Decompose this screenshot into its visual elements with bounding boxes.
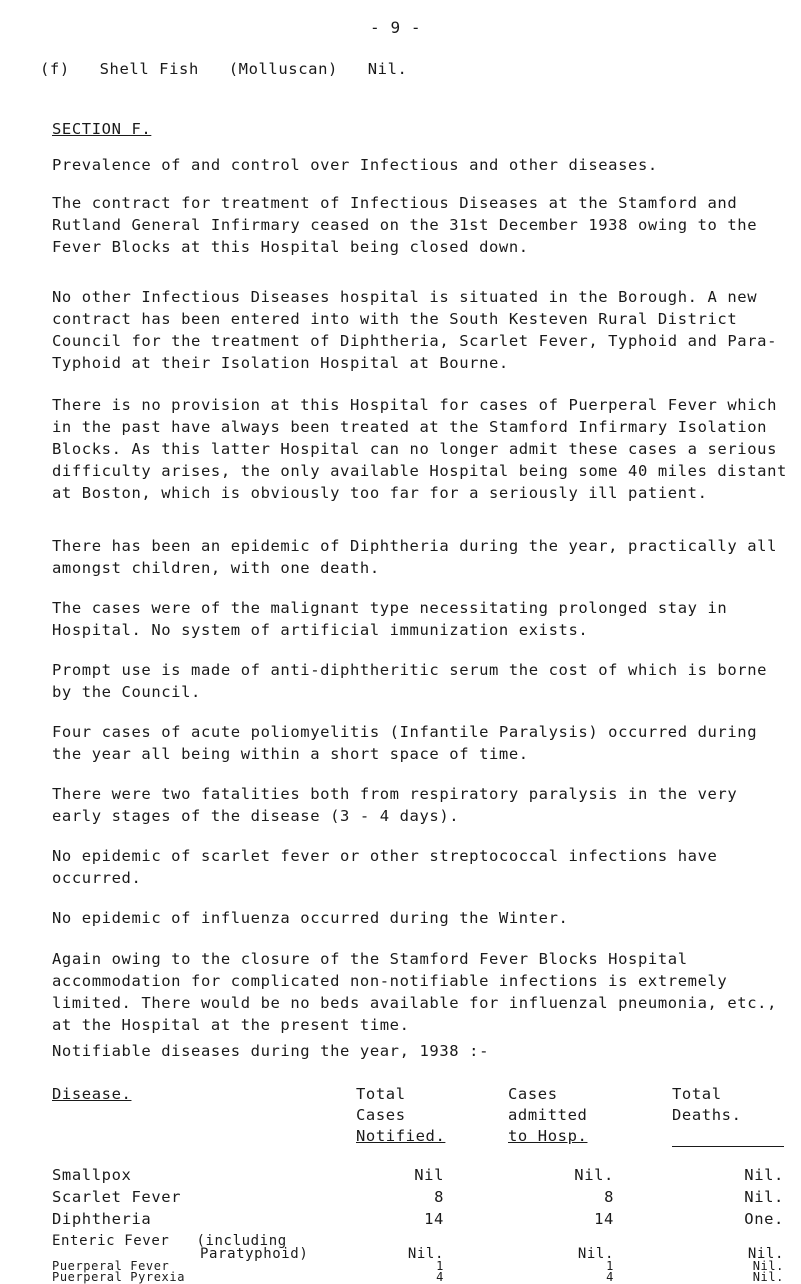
- row-disease: Diphtheria: [52, 1210, 152, 1228]
- row-disease: Puerperal Fever: [52, 1259, 170, 1273]
- row-disease: Enteric Fever (including: [52, 1233, 287, 1249]
- row-notified: 1: [436, 1259, 444, 1273]
- row-disease: Smallpox: [52, 1166, 132, 1184]
- shellfish-line: (f) Shell Fish (Molluscan) Nil.: [40, 60, 408, 78]
- row-notified: Nil.: [407, 1246, 444, 1262]
- paragraph-influenza: No epidemic of influenza occurred during the Winter.: [52, 909, 569, 927]
- row-disease: Puerperal Pyrexia: [52, 1270, 186, 1284]
- row-deaths: Nil.: [752, 1259, 784, 1273]
- paragraph-scarlet-fever: No epidemic of scarlet fever or other streptococcal infections have occurred.: [52, 847, 718, 887]
- header-deaths-2: Deaths.: [672, 1106, 742, 1124]
- paragraph-serum: Prompt use is made of anti-diphtheritic serum the cost of which is borne by the Council.: [52, 661, 768, 701]
- header-admitted-3: to Hosp.: [508, 1127, 588, 1145]
- row-deaths: One.: [744, 1210, 784, 1228]
- row-disease-continuation: Paratyphoid): [200, 1246, 309, 1262]
- row-notified: 8: [434, 1188, 444, 1206]
- row-admitted: Nil.: [577, 1246, 614, 1262]
- row-admitted: 14: [594, 1210, 614, 1228]
- paragraph-malignant-type: The cases were of the malignant type necessitating prolonged stay in Hospital. No system of artificial immunization exists.: [52, 599, 728, 639]
- paragraph-other-hospital: No other Infectious Diseases hospital is situated in the Borough. A new contract has been entered into with the South Kesteven Rural District Council for the treatment of Diphtheria, Scarlet Fever, Typhoid and Para-Typhoid at their Isolation Hospital at Bourne.: [52, 288, 778, 372]
- paragraph-diphtheria-epidemic: There has been an epidemic of Diphtheria during the year, practically all amongst children, with one death.: [52, 537, 778, 577]
- paragraph-poliomyelitis: Four cases of acute poliomyelitis (Infantile Paralysis) occurred during the year all being within a short space of time.: [52, 723, 758, 763]
- header-admitted-1: Cases: [508, 1085, 558, 1103]
- header-deaths-1: Total: [672, 1085, 722, 1103]
- section-subtitle: Prevalence of and control over Infectious and other diseases.: [52, 156, 658, 174]
- table-intro: Notifiable diseases during the year, 1938 :-: [52, 1042, 489, 1060]
- header-notified-3: Notified.: [356, 1127, 446, 1145]
- row-disease: Scarlet Fever: [52, 1188, 182, 1206]
- paragraph-puerperal: There is no provision at this Hospital for cases of Puerperal Fever which in the past have always been treated at the Stamford Infirmary Isolation Blocks. As this latter Hospital can no longer admit these cases a serious difficulty arises, the only available Hospital being some 40 miles distant at Boston, which is obviously too far for a seriously ill patient.: [52, 396, 787, 502]
- row-notified: 14: [424, 1210, 444, 1228]
- paragraph-contract: The contract for treatment of Infectious Diseases at the Stamford and Rutland General Infirmary ceased on the 31st December 1938 owing to the Fever Blocks at this Hospital being closed down.: [52, 194, 758, 256]
- row-deaths: Nil.: [752, 1270, 784, 1284]
- row-admitted: 4: [606, 1270, 614, 1284]
- row-admitted: Nil.: [574, 1166, 614, 1184]
- header-notified-2: Cases: [356, 1106, 406, 1124]
- row-notified: Nil: [414, 1166, 444, 1184]
- section-title: SECTION F.: [52, 120, 152, 138]
- row-deaths: Nil.: [747, 1246, 784, 1262]
- paragraph-fatalities: There were two fatalities both from respiratory paralysis in the very early stages of the disease (3 - 4 days).: [52, 785, 738, 825]
- page-number: - 9 -: [370, 18, 422, 37]
- header-disease: Disease.: [52, 1085, 132, 1103]
- header-notified-1: Total: [356, 1085, 406, 1103]
- row-admitted: 8: [604, 1188, 614, 1206]
- row-deaths: Nil.: [744, 1166, 784, 1184]
- header-admitted-2: admitted: [508, 1106, 588, 1124]
- row-deaths: Nil.: [744, 1188, 784, 1206]
- row-admitted: 1: [606, 1259, 614, 1273]
- paragraph-closure: Again owing to the closure of the Stamford Fever Blocks Hospital accommodation for complicated non-notifiable infections is extremely limited. There would be no beds available for influenzal pneumonia, etc., at the Hospital at the present time.: [52, 950, 778, 1034]
- row-notified: 4: [436, 1270, 444, 1284]
- header-deaths-rule: [672, 1146, 784, 1147]
